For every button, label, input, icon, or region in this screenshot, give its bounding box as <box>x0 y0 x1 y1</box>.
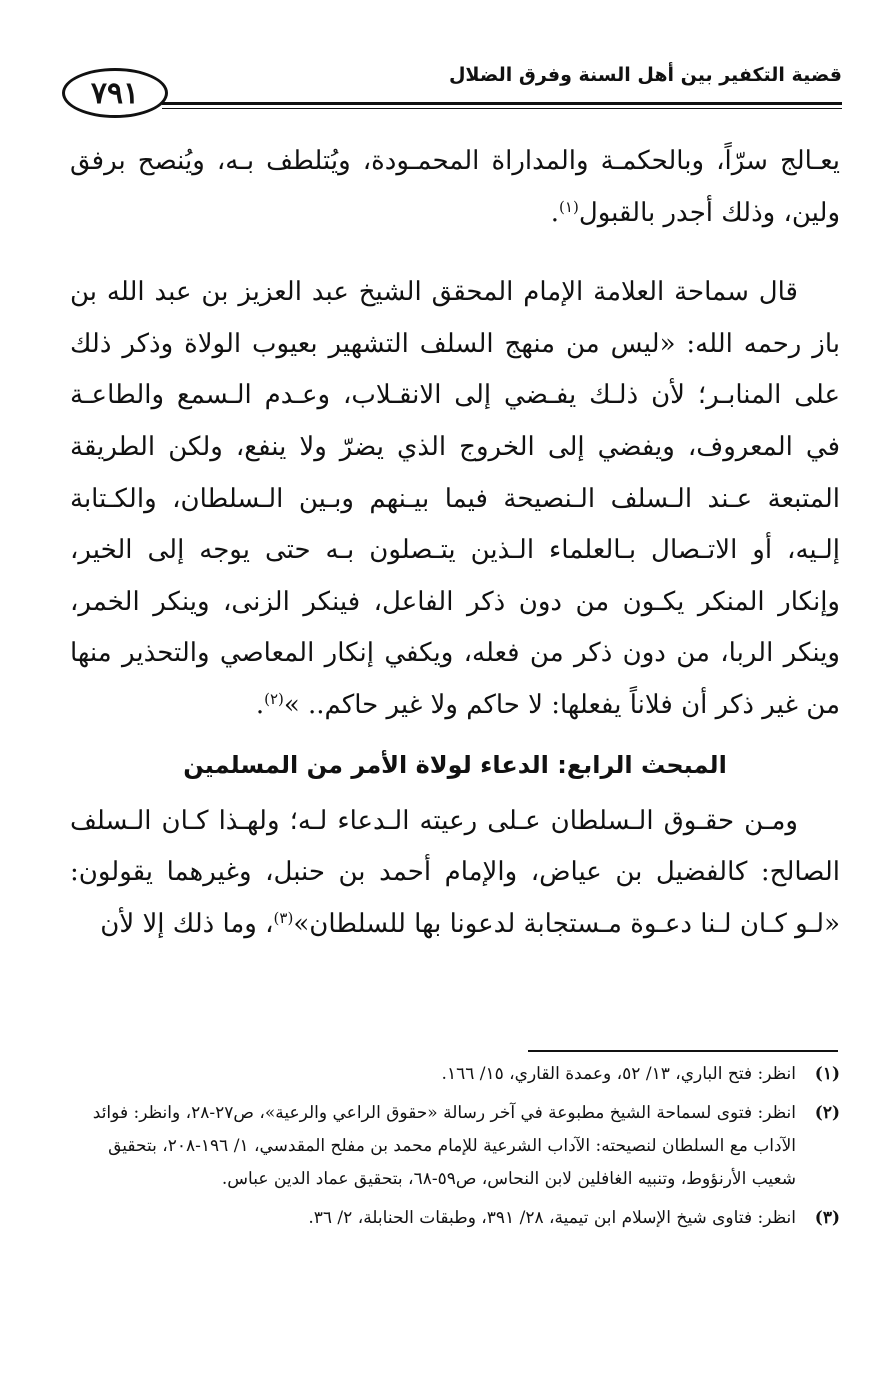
book-title: قضية التكفير بين أهل السنة وفرق الضلال <box>448 64 842 86</box>
page-number: ٧٩١ <box>62 68 168 118</box>
footnote-text: انظر: فتاوى شيخ الإسلام ابن تيمية، ٢٨/ ٣٩١، وطبقات الحنابلة، ٢/ ٣٦. <box>308 1208 796 1228</box>
footnotes <box>70 1058 840 1235</box>
header-rule <box>162 102 842 105</box>
main-text <box>70 136 840 950</box>
footnote-ref-2: (٢) <box>264 689 284 708</box>
footnote-number: (١) <box>814 1064 840 1084</box>
footnote-1 <box>70 1058 840 1091</box>
running-header <box>62 64 842 122</box>
paragraph-3: ومـن حقـوق الـسلطان عـلى رعيته الـدعاء لـه؛ ولهـذا كـان الـسلف الصالح: كالفضيل بن عياض، والإمام أحمد بن حنبل، وغيرهما يقولون: «لـو كـان لـنا دعـوة مـستجابة لدعونا بها للسلطان»$^{(٣)}$، وما ذلك إلا لأن <box>70 805 840 939</box>
footnote-number: (٢) <box>814 1103 840 1123</box>
footnote-number: (٣) <box>814 1208 840 1228</box>
footnote-3 <box>70 1202 840 1235</box>
footnote-ref-3: (٣) <box>273 908 294 927</box>
paragraph-1: يعـالج سرّاً، وبالحكمـة والمداراة المحمـودة، ويُتلطف بـه، ويُنصح برفق ولين، وذلك أجدر بالقبول$^{(١)}$. <box>70 146 840 228</box>
footnote-text: انظر: فتح الباري، ١٣/ ٥٢، وعمدة القاري، ١٥/ ١٦٦. <box>441 1064 796 1084</box>
footnote-2 <box>70 1097 840 1196</box>
header-rule-thin <box>162 108 842 109</box>
paragraph-2: قال سماحة العلامة الإمام المحقق الشيخ عبد العزيز بن عبد الله بن باز رحمه الله: «ليس من منهج السلف التشهير بعيوب الولاة وذكر ذلك على المنابـر؛ لأن ذلـك يفـضي إلى الانقـلاب، وعـدم الـسمع والطاعـة في المعروف، ويفضي إلى الخروج الذي يضرّ ولا ينفع، ولكن الطريقة المتبعة عـند الـسلف الـنصيحة فيما بيـنهم وبـين الـسلطان، والكـتابة إلـيه، أو الاتـصال بـالعلماء الـذين يتـصلون بـه حتى يوجه إلى الخير، وإنكار المنكر يكـون من دون ذكر الفاعل، فينكر الزنى، وينكر الخمر، وينكر الربا، من دون ذكر من فعله، ويكفي إنكار المعاصي والتحذير منها من غير ذكر أن فلاناً يفعلها: لا حاكم ولا غير حاكم.. »$^{(٢)}$. <box>70 277 840 720</box>
footnote-separator <box>528 1050 838 1052</box>
footnote-text: انظر: فتوى لسماحة الشيخ مطبوعة في آخر رسالة «حقوق الراعي والرعية»، ص٢٧-٢٨، وانظر: فوائد الآداب مع السلطان لنصيحته: الآداب الشرعية للإمام محمد بن مفلح المقدسي، ١/ ١٩٦-٢٠٨، بتحقيق شعيب الأرنؤوط، وتنبيه الغافلين لابن النحاس، ص٥٩-٦٨، بتحقيق عماد الدين عباس. <box>92 1103 796 1189</box>
footnote-ref-1: (١) <box>559 197 579 216</box>
section-heading: المبحث الرابع: الدعاء لولاة الأمر من المسلمين <box>183 750 727 779</box>
